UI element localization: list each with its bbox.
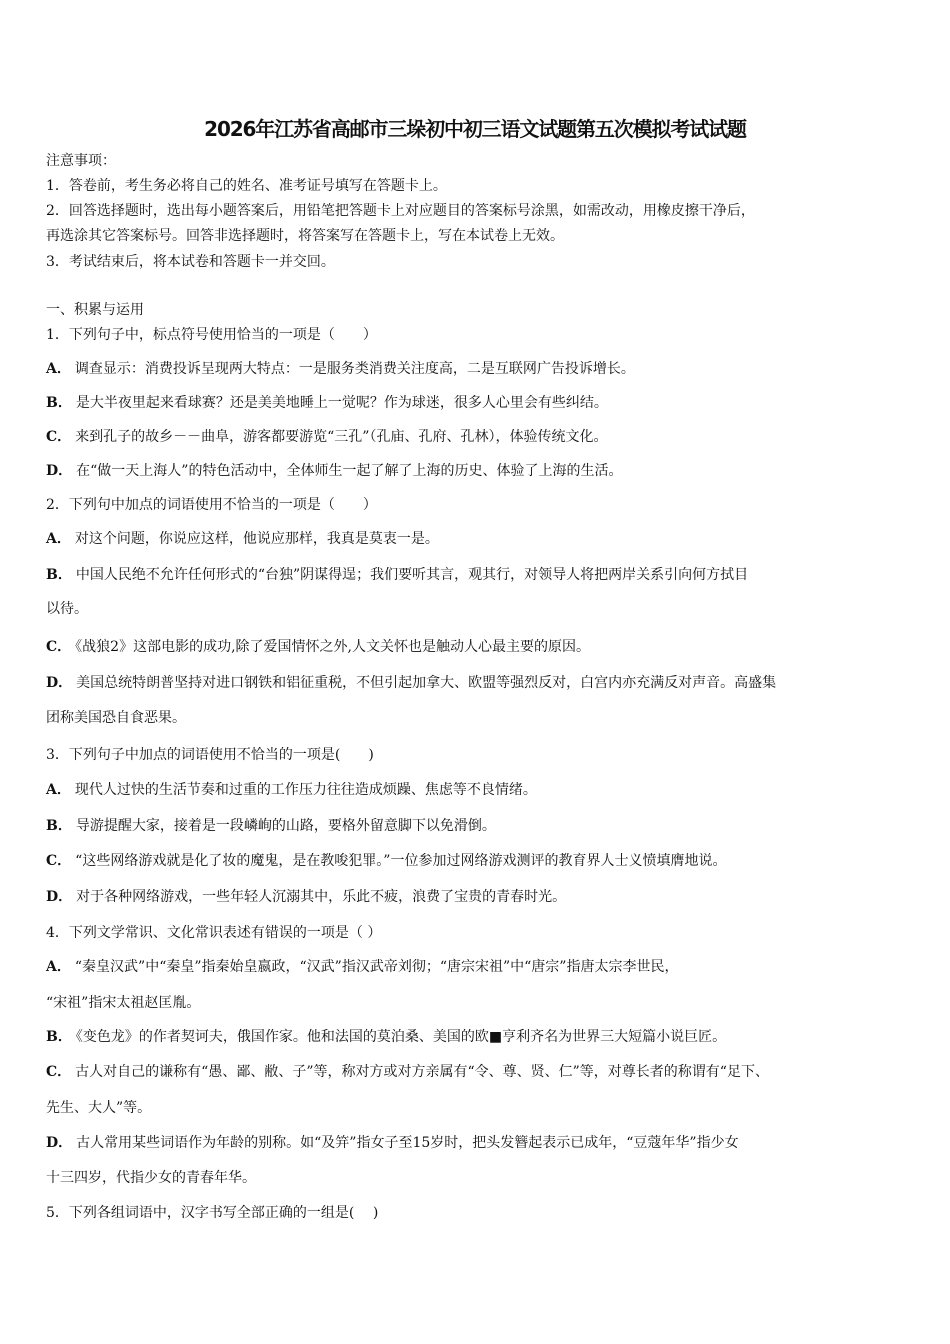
option-label: B． <box>46 1029 72 1045</box>
option-text: 《变色龙》的作者契诃夫，俄国作家。他和法国的莫泊桑、美国的欧■亨利齐名为世界三大短篇小说巨匠。 <box>75 1029 727 1045</box>
option-c <box>46 637 590 657</box>
option-label: C． <box>46 429 72 445</box>
question-stem: 2．下列句中加点的词语使用不恰当的一项是（ ） <box>46 497 377 513</box>
option-text: 古人对自己的谦称有“愚、鄙、敝、子”等，称对方或对方亲属有“令、尊、贤、仁”等，对尊长者的称谓有“足下、 <box>75 1064 769 1080</box>
page-title: 2026年江苏省高邮市三垛初中初三语文试题第五次模拟考试试题 <box>204 117 746 141</box>
notice-item: 3．考试结束后，将本试卷和答题卡一并交回。 <box>46 254 335 270</box>
option-text: 是大半夜里起来看球赛？还是美美地睡上一觉呢？作为球迷，很多人心里会有些纠结。 <box>75 395 608 411</box>
option-label: D． <box>46 463 73 479</box>
option-b <box>46 565 748 585</box>
option-text: 《战狼2》这部电影的成功,除了爱国情怀之外,人文关怀也是触动人心最主要的原因。 <box>75 639 590 655</box>
option-text: 中国人民绝不允许任何形式的“台独”阴谋得逞；我们要听其言，观其行，对领导人将把两岸关系引向何方拭目 <box>75 567 749 583</box>
option-a <box>46 359 635 379</box>
option-b <box>46 816 496 836</box>
option-label: C． <box>46 1064 72 1080</box>
option-c <box>46 851 726 871</box>
option-label: D． <box>46 1135 73 1151</box>
option-label: C． <box>46 853 72 869</box>
option-text: 调查显示：消费投诉呈现两大特点：一是服务类消费关注度高，二是互联网广告投诉增长。 <box>74 361 635 377</box>
option-continuation: 先生、大人”等。 <box>46 1100 152 1116</box>
option-b <box>46 1027 726 1047</box>
option-c <box>46 1062 769 1082</box>
option-a <box>46 529 439 549</box>
question-stem: 1．下列句子中，标点符号使用恰当的一项是（ ） <box>46 327 377 343</box>
option-d <box>46 673 776 693</box>
option-label: D． <box>46 889 73 905</box>
option-label: B． <box>46 395 72 411</box>
option-text: 美国总统特朗普坚持对进口钢铁和铝征重税，不但引起加拿大、欧盟等强烈反对，白宫内亦充满反对声音。高盛集 <box>76 675 777 691</box>
option-a <box>46 780 537 800</box>
notice-heading: 注意事项： <box>46 153 116 169</box>
option-label: A． <box>46 782 71 798</box>
option-d <box>46 1133 739 1153</box>
option-b <box>46 393 608 413</box>
notice-item: 2．回答选择题时，选出每小题答案后，用铅笔把答题卡上对应题目的答案标号涂黑，如需改动，用橡皮擦干净后， <box>46 203 755 219</box>
question-stem: 5．下列各组词语中，汉字书写全部正确的一组是( ) <box>46 1205 379 1221</box>
question-stem: 4．下列文学常识、文化常识表述有错误的一项是（ ） <box>46 925 382 941</box>
option-label: C． <box>46 639 72 655</box>
option-label: A． <box>46 531 71 547</box>
option-text: 导游提醒大家，接着是一段嶙峋的山路，要格外留意脚下以免滑倒。 <box>75 818 496 834</box>
option-text: 对这个问题，你说应这样，他说应那样，我真是莫衷一是。 <box>74 531 439 547</box>
section-heading: 一、积累与运用 <box>46 302 144 318</box>
option-text: “秦皇汉武”中“秦皇”指秦始皇嬴政，“汉武”指汉武帝刘彻；“唐宗宋祖”中“唐宗”指唐太宗李世民， <box>74 959 679 975</box>
option-a <box>46 957 678 977</box>
option-text: 现代人过快的生活节奏和过重的工作压力往往造成烦躁、焦虑等不良情绪。 <box>74 782 537 798</box>
option-text: “这些网络游戏就是化了妆的魔鬼，是在教唆犯罪。”一位参加过网络游戏测评的教育界人士义愤填膺地说。 <box>75 853 727 869</box>
option-continuation: “宋祖”指宋太祖赵匡胤。 <box>46 995 201 1011</box>
option-label: A． <box>46 361 71 377</box>
notice-item: 1．答卷前，考生务必将自己的姓名、准考证号填写在答题卡上。 <box>46 178 447 194</box>
question-stem: 3．下列句子中加点的词语使用不恰当的一项是( ) <box>46 747 374 763</box>
option-text: 对于各种网络游戏，一些年轻人沉溺其中，乐此不疲，浪费了宝贵的青春时光。 <box>76 889 567 905</box>
notice-item: 再选涂其它答案标号。回答非选择题时，将答案写在答题卡上，写在本试卷上无效。 <box>46 228 564 244</box>
option-continuation: 十三四岁，代指少女的青春年华。 <box>46 1170 256 1186</box>
option-d <box>46 887 566 907</box>
option-text: 来到孔子的故乡－－曲阜，游客都要游览“三孔”（孔庙、孔府、孔林），体验传统文化。 <box>75 429 608 445</box>
option-c <box>46 427 607 447</box>
option-label: B． <box>46 818 72 834</box>
option-label: B． <box>46 567 72 583</box>
option-d <box>46 461 622 481</box>
option-label: A． <box>46 959 71 975</box>
option-continuation: 团称美国恐自食恶果。 <box>46 710 186 726</box>
option-text: 古人常用某些词语作为年龄的别称。如“及笄”指女子至15岁时，把头发簪起表示已成年，“豆蔻年华”指少女 <box>76 1135 739 1151</box>
option-text: 在“做一天上海人”的特色活动中，全体师生一起了解了上海的历史、体验了上海的生活。 <box>76 463 623 479</box>
option-label: D． <box>46 675 73 691</box>
option-continuation: 以待。 <box>46 601 88 617</box>
